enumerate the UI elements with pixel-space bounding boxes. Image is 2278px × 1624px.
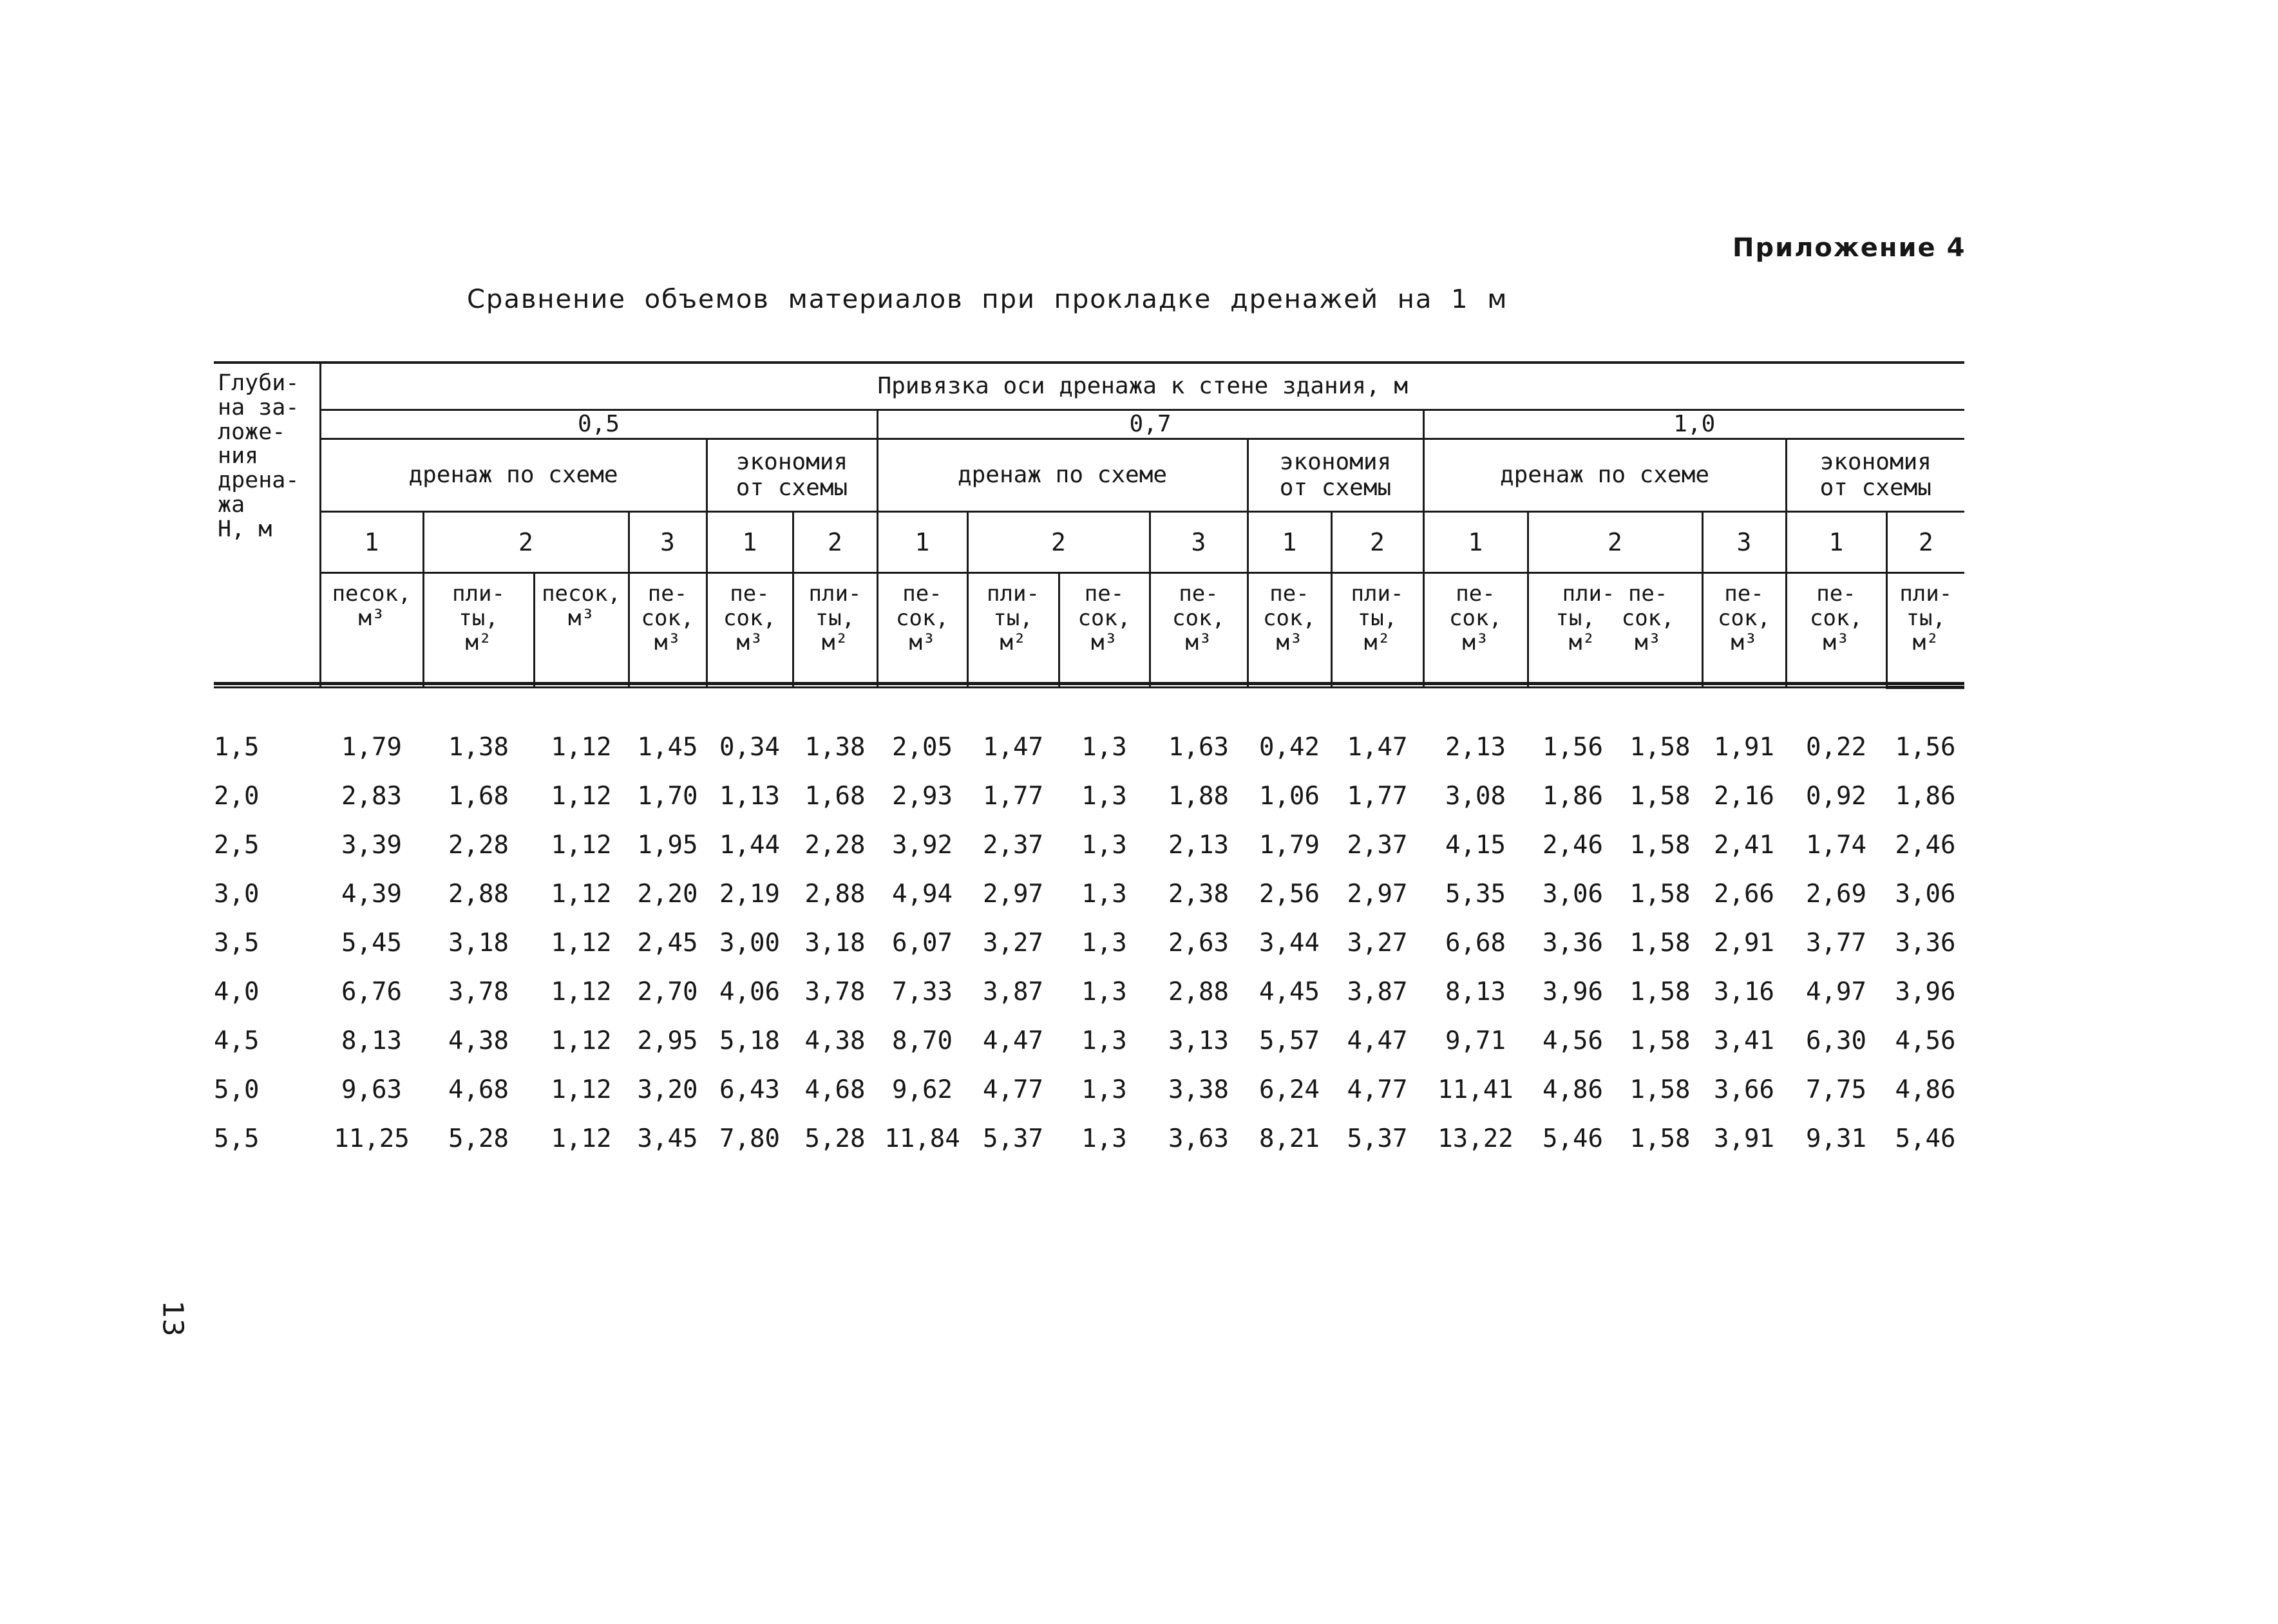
unit-slabs: пли- ты, м² — [1886, 573, 1964, 688]
table-cell: 5,46 — [1895, 1124, 1956, 1153]
table-cell: 3,96 — [1895, 977, 1956, 1006]
unit-sand: пе- сок, м³ — [707, 573, 793, 688]
table-cell: 3,20 — [637, 1075, 698, 1104]
table-cell: 2,37 — [983, 830, 1043, 860]
table-cell: 1,3 — [1081, 1026, 1127, 1055]
table-cell: 9,63 — [341, 1075, 402, 1104]
table-cell: 6,43 — [719, 1075, 780, 1104]
table-cell: 2,46 — [1542, 830, 1603, 860]
table-cell: 2,13 — [1168, 830, 1229, 860]
table-cell: 5,28 — [804, 1124, 866, 1153]
table-cell: 1,74 — [1806, 830, 1866, 860]
table-cell: 5,35 — [1445, 879, 1506, 909]
table-cell: 4,38 — [804, 1026, 866, 1055]
table-cell: 13,22 — [1438, 1124, 1514, 1153]
table-cell: 1,3 — [1081, 732, 1127, 762]
table-cell: 4,47 — [983, 1026, 1043, 1055]
table-cell: 1,47 — [1347, 732, 1408, 762]
table-cell: 7,75 — [1806, 1075, 1866, 1104]
table-cell: 1,58 — [1629, 1075, 1691, 1104]
scheme-header: дренаж по схеме — [320, 439, 707, 512]
table-cell: 1,58 — [1629, 1026, 1691, 1055]
table-cell: 8,13 — [1445, 977, 1506, 1006]
table-cell: 1,58 — [1629, 1124, 1691, 1153]
table-cell: 5,46 — [1542, 1124, 1603, 1153]
table-cell: 1,3 — [1081, 1124, 1127, 1153]
table-cell: 1,79 — [341, 732, 402, 762]
table-cell: 8,13 — [341, 1026, 402, 1055]
table-cell: 5,18 — [719, 1026, 780, 1055]
table-cell: 4,94 — [892, 879, 953, 909]
table-cell: 3,39 — [341, 830, 402, 860]
unit-sand: пе- сок, м³ — [1702, 573, 1786, 688]
unit-sand: пе- сок, м³ — [1059, 573, 1150, 688]
table-cell: 3,08 — [1445, 781, 1506, 811]
table-cell: 3,91 — [1714, 1124, 1774, 1153]
table-cell: 7,80 — [719, 1124, 780, 1153]
table-cell: 1,58 — [1629, 977, 1691, 1006]
scheme-number: 2 — [793, 512, 877, 573]
table-cell: 1,47 — [983, 732, 1043, 762]
table-cell: 3,45 — [637, 1124, 698, 1153]
data-table — [214, 722, 1964, 1163]
table-cell: 3,38 — [1168, 1075, 1229, 1104]
table-cell: 3,41 — [1714, 1026, 1774, 1055]
savings-header: экономия от схемы — [707, 439, 877, 512]
table-cell: 5,28 — [448, 1124, 509, 1153]
depth-column-header: Глуби- на за- ложе- ния дрена- жа H, м — [214, 363, 320, 688]
unit-sand: пе- сок, м³ — [629, 573, 707, 688]
offset-1-0-header: 1,0 — [1423, 410, 1964, 439]
table-cell: 1,86 — [1895, 781, 1956, 811]
scheme-number: 3 — [1702, 512, 1786, 573]
table-row — [214, 771, 1964, 820]
unit-sand: песок, м³ — [534, 573, 629, 688]
scheme-number: 2 — [967, 512, 1150, 573]
scheme-number: 1 — [707, 512, 793, 573]
table-row — [214, 722, 1964, 771]
table-cell: 1,63 — [1168, 732, 1229, 762]
unit-sand: пе- сок, м³ — [1150, 573, 1248, 688]
table-cell: 3,92 — [892, 830, 953, 860]
depth-value: 2,0 — [214, 781, 260, 811]
table-cell: 2,63 — [1168, 928, 1229, 958]
table-cell: 11,84 — [884, 1124, 960, 1153]
table-cell: 1,56 — [1542, 732, 1603, 762]
table-cell: 1,58 — [1629, 879, 1691, 909]
unit-sand: песок, м³ — [320, 573, 423, 688]
scheme-number: 3 — [1150, 512, 1248, 573]
scheme-number: 2 — [423, 512, 629, 573]
table-cell: 1,77 — [983, 781, 1043, 811]
scheme-number: 1 — [1248, 512, 1331, 573]
table-cell: 1,3 — [1081, 977, 1127, 1006]
table-cell: 4,56 — [1542, 1026, 1603, 1055]
depth-value: 4,0 — [214, 977, 260, 1006]
table-cell: 1,12 — [551, 1026, 612, 1055]
table-cell: 1,77 — [1347, 781, 1408, 811]
table-cell: 3,78 — [448, 977, 509, 1006]
table-cell: 0,22 — [1806, 732, 1866, 762]
table-cell: 2,88 — [448, 879, 509, 909]
table-cell: 1,3 — [1081, 781, 1127, 811]
table-cell: 3,27 — [1347, 928, 1408, 958]
depth-value: 3,5 — [214, 928, 260, 958]
table-cell: 1,12 — [551, 928, 612, 958]
table-cell: 1,45 — [637, 732, 698, 762]
table-cell: 0,34 — [719, 732, 780, 762]
table-cell: 1,58 — [1629, 928, 1691, 958]
table-cell: 7,33 — [892, 977, 953, 1006]
scheme-number: 1 — [1786, 512, 1886, 573]
table-cell: 1,68 — [804, 781, 866, 811]
table-cell: 2,93 — [892, 781, 953, 811]
table-cell: 1,58 — [1629, 732, 1691, 762]
table-cell: 3,06 — [1542, 879, 1603, 909]
table-cell: 1,3 — [1081, 830, 1127, 860]
table-cell: 2,95 — [637, 1026, 698, 1055]
unit-sand: пе- сок, м³ — [1423, 573, 1528, 688]
table-cell: 2,88 — [804, 879, 866, 909]
table-cell: 4,68 — [448, 1075, 509, 1104]
table-cell: 2,16 — [1714, 781, 1774, 811]
table-cell: 4,77 — [1347, 1075, 1408, 1104]
table-cell: 3,00 — [719, 928, 780, 958]
table-cell: 1,13 — [719, 781, 780, 811]
unit-slabs: пли- ты, м² — [423, 573, 534, 688]
table-cell: 9,62 — [892, 1075, 953, 1104]
table-row — [214, 918, 1964, 967]
table-cell: 3,66 — [1714, 1075, 1774, 1104]
table-cell: 3,18 — [448, 928, 509, 958]
table-cell: 1,3 — [1081, 879, 1127, 909]
table-cell: 4,56 — [1895, 1026, 1956, 1055]
table-cell: 11,41 — [1438, 1075, 1514, 1104]
table-row — [214, 869, 1964, 918]
depth-value: 5,5 — [214, 1124, 260, 1153]
table-cell: 4,38 — [448, 1026, 509, 1055]
page-number: 13 — [156, 1300, 189, 1337]
unit-slabs: пли- ты, м² — [793, 573, 877, 688]
table-cell: 1,12 — [551, 781, 612, 811]
table-cell: 1,70 — [637, 781, 698, 811]
table-cell: 1,12 — [551, 732, 612, 762]
table-row — [214, 1114, 1964, 1163]
table-cell: 2,05 — [892, 732, 953, 762]
table-cell: 2,46 — [1895, 830, 1956, 860]
table-cell: 6,76 — [341, 977, 402, 1006]
table-cell: 3,27 — [983, 928, 1043, 958]
table-cell: 2,28 — [804, 830, 866, 860]
table-row — [214, 1016, 1964, 1065]
table-cell: 3,63 — [1168, 1124, 1229, 1153]
scheme-number: 1 — [877, 512, 967, 573]
table-cell: 6,30 — [1806, 1026, 1866, 1055]
table-cell: 4,86 — [1895, 1075, 1956, 1104]
offset-0-5-header: 0,5 — [320, 410, 877, 439]
table-cell: 2,38 — [1168, 879, 1229, 909]
table-cell: 2,70 — [637, 977, 698, 1006]
appendix-label: Приложение 4 — [1732, 233, 1966, 263]
drain-axis-offset-header: Привязка оси дренажа к стене здания, м — [320, 363, 1964, 410]
unit-sand: пе- сок, м³ — [1248, 573, 1331, 688]
table-cell: 2,69 — [1806, 879, 1866, 909]
scheme-number: 2 — [1331, 512, 1423, 573]
table-cell: 3,36 — [1542, 928, 1603, 958]
depth-value: 2,5 — [214, 830, 260, 860]
table-cell: 3,87 — [1347, 977, 1408, 1006]
table-cell: 1,3 — [1081, 928, 1127, 958]
table-cell: 1,12 — [551, 1124, 612, 1153]
table-cell: 4,06 — [719, 977, 780, 1006]
table-cell: 2,45 — [637, 928, 698, 958]
scheme-header: дренаж по схеме — [1423, 439, 1786, 512]
scheme-number: 2 — [1886, 512, 1964, 573]
table-cell: 2,83 — [341, 781, 402, 811]
table-cell: 8,70 — [892, 1026, 953, 1055]
depth-value: 1,5 — [214, 732, 260, 762]
table-cell: 5,45 — [341, 928, 402, 958]
table-cell: 1,12 — [551, 977, 612, 1006]
table-cell: 1,12 — [551, 830, 612, 860]
table-cell: 2,97 — [983, 879, 1043, 909]
header-bottom-rule — [214, 682, 1964, 685]
table-row — [214, 1065, 1964, 1114]
scheme-number: 2 — [1528, 512, 1702, 573]
unit-slabs-sand: пли- пе- ты, сок, м² м³ — [1528, 573, 1702, 688]
table-cell: 1,3 — [1081, 1075, 1127, 1104]
table-cell: 4,47 — [1347, 1026, 1408, 1055]
table-cell: 1,68 — [448, 781, 509, 811]
table-row — [214, 967, 1964, 1016]
unit-slabs: пли- ты, м² — [1331, 573, 1423, 688]
table-cell: 1,38 — [448, 732, 509, 762]
table-cell: 1,12 — [551, 1075, 612, 1104]
table-cell: 1,79 — [1259, 830, 1320, 860]
depth-value: 5,0 — [214, 1075, 260, 1104]
table-cell: 5,57 — [1259, 1026, 1320, 1055]
savings-header: экономия от схемы — [1786, 439, 1964, 512]
table-cell: 2,41 — [1714, 830, 1774, 860]
table-cell: 4,15 — [1445, 830, 1506, 860]
table-cell: 1,06 — [1259, 781, 1320, 811]
table-cell: 6,68 — [1445, 928, 1506, 958]
table-cell: 3,77 — [1806, 928, 1866, 958]
table-cell: 0,42 — [1259, 732, 1320, 762]
table-cell: 6,24 — [1259, 1075, 1320, 1104]
offset-0-7-header: 0,7 — [877, 410, 1423, 439]
table-cell: 4,45 — [1259, 977, 1320, 1006]
depth-value: 3,0 — [214, 879, 260, 909]
table-cell: 1,12 — [551, 879, 612, 909]
table-cell: 4,86 — [1542, 1075, 1603, 1104]
scheme-number: 1 — [320, 512, 423, 573]
table-cell: 1,91 — [1714, 732, 1774, 762]
table-cell: 4,77 — [983, 1075, 1043, 1104]
table-cell: 1,86 — [1542, 781, 1603, 811]
table-cell: 3,96 — [1542, 977, 1603, 1006]
table-cell: 9,31 — [1806, 1124, 1866, 1153]
table-cell: 8,21 — [1259, 1124, 1320, 1153]
table-cell: 1,56 — [1895, 732, 1956, 762]
table-cell: 2,20 — [637, 879, 698, 909]
table-cell: 2,56 — [1259, 879, 1320, 909]
table-row — [214, 820, 1964, 869]
table-cell: 3,44 — [1259, 928, 1320, 958]
table-cell: 2,13 — [1445, 732, 1506, 762]
table-cell: 1,95 — [637, 830, 698, 860]
scheme-number: 3 — [629, 512, 707, 573]
scheme-header: дренаж по схеме — [877, 439, 1248, 512]
table-cell: 2,66 — [1714, 879, 1774, 909]
table-header — [214, 361, 1964, 689]
table-cell: 3,13 — [1168, 1026, 1229, 1055]
table-cell: 3,78 — [804, 977, 866, 1006]
table-cell: 4,39 — [341, 879, 402, 909]
table-cell: 1,58 — [1629, 830, 1691, 860]
table-cell: 2,28 — [448, 830, 509, 860]
table-cell: 5,37 — [1347, 1124, 1408, 1153]
table-cell: 1,44 — [719, 830, 780, 860]
unit-sand: пе- сок, м³ — [1786, 573, 1886, 688]
table-cell: 2,19 — [719, 879, 780, 909]
unit-sand: пе- сок, м³ — [877, 573, 967, 688]
table-cell: 3,18 — [804, 928, 866, 958]
table-cell: 2,97 — [1347, 879, 1408, 909]
table-cell: 3,36 — [1895, 928, 1956, 958]
scheme-number: 1 — [1423, 512, 1528, 573]
table-cell: 2,37 — [1347, 830, 1408, 860]
table-cell: 2,91 — [1714, 928, 1774, 958]
table-cell: 9,71 — [1445, 1026, 1506, 1055]
table-cell: 1,88 — [1168, 781, 1229, 811]
savings-header: экономия от схемы — [1248, 439, 1423, 512]
table-cell: 0,92 — [1806, 781, 1866, 811]
table-cell: 3,87 — [983, 977, 1043, 1006]
table-title: Сравнение объемов материалов при прокладке дренажей на 1 м — [467, 285, 1508, 314]
table-cell: 11,25 — [334, 1124, 410, 1153]
unit-slabs: пли- ты, м² — [967, 573, 1059, 688]
table-cell: 2,88 — [1168, 977, 1229, 1006]
table-cell: 6,07 — [892, 928, 953, 958]
table-cell: 4,97 — [1806, 977, 1866, 1006]
table-cell: 1,58 — [1629, 781, 1691, 811]
table-cell: 3,16 — [1714, 977, 1774, 1006]
table-cell: 5,37 — [983, 1124, 1043, 1153]
depth-value: 4,5 — [214, 1026, 260, 1055]
table-cell: 3,06 — [1895, 879, 1956, 909]
table-cell: 4,68 — [804, 1075, 866, 1104]
table-cell: 1,38 — [804, 732, 866, 762]
